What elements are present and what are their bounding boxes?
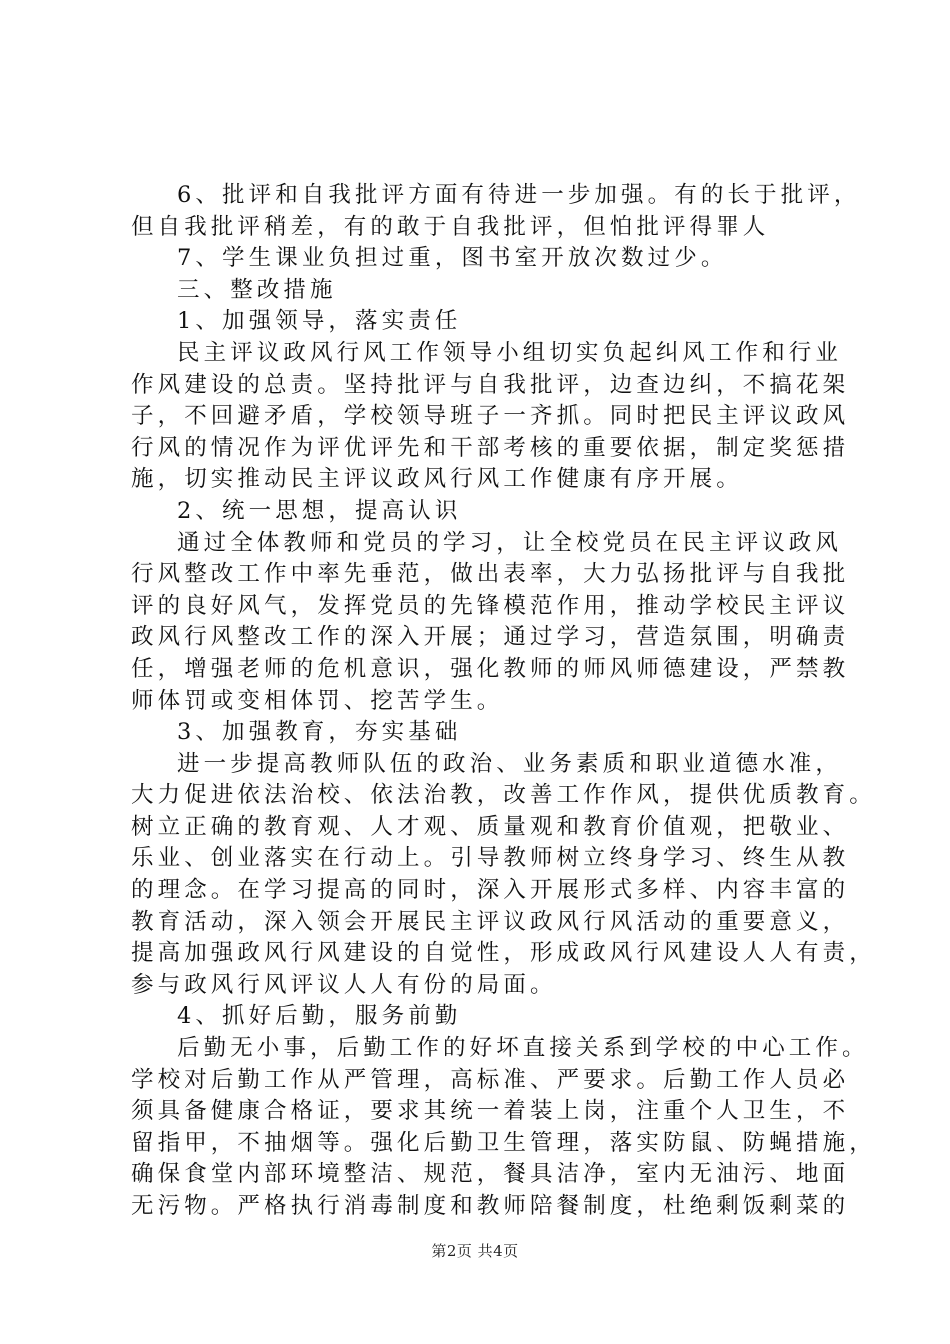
- text-line: 子，不回避矛盾，学校领导班子一齐抓。同时把民主评议政风: [131, 403, 850, 430]
- text-line: 2、统一思想，提高认识: [177, 497, 462, 524]
- text-line: 政风行风整改工作的深入开展；通过学习，营造氛围，明确责: [131, 624, 850, 651]
- text-line: 后勤无小事，后勤工作的好坏直接关系到学校的中心工作。: [177, 1035, 869, 1062]
- text-line: 通过全体教师和党员的学习，让全校党员在民主评议政风: [177, 529, 843, 556]
- text-line: 1、加强领导，落实责任: [177, 308, 462, 335]
- document-body: [131, 180, 876, 1223]
- page-footer: 第2页 共4页: [431, 1242, 519, 1260]
- text-line: 评的良好风气，发挥党员的先锋模范作用，推动学校民主评议: [131, 592, 850, 619]
- text-line: 7、学生课业负担过重，图书室开放次数过少。: [177, 245, 728, 272]
- text-line: 施，切实推动民主评议政风行风工作健康有序开展。: [131, 466, 743, 493]
- text-line: 参与政风行风评议人人有份的局面。: [131, 971, 557, 998]
- text-line: 的理念。在学习提高的同时，深入开展形式多样、内容丰富的: [131, 877, 850, 904]
- text-line: 6、批评和自我批评方面有待进一步加强。有的长于批评，: [177, 182, 861, 208]
- text-line: 师体罚或变相体罚、挖苦学生。: [131, 687, 504, 714]
- text-line: 行风的情况作为评优评先和干部考核的重要依据，制定奖惩措: [131, 434, 850, 461]
- text-line: 乐业、创业落实在行动上。引导教师树立终身学习、终生从教: [131, 845, 850, 872]
- text-line: 4、抓好后勤，服务前勤: [177, 1003, 462, 1030]
- text-line: 进一步提高教师队伍的政治、业务素质和职业道德水准，: [177, 750, 843, 777]
- text-line: 留指甲，不抽烟等。强化后勤卫生管理，落实防鼠、防蝇措施，: [131, 1129, 876, 1156]
- text-line: 行风整改工作中率先垂范，做出表率，大力弘扬批评与自我批: [131, 561, 850, 588]
- text-line: 但自我批评稍差，有的敢于自我批评，但怕批评得罪人: [131, 213, 770, 240]
- text-line: 作风建设的总责。坚持批评与自我批评，边查边纠，不搞花架: [131, 371, 850, 398]
- text-line: 提高加强政风行风建设的自觉性，形成政风行风建设人人有责，: [131, 940, 876, 967]
- text-line: 确保食堂内部环境整洁、规范，餐具洁净，室内无油污、地面: [131, 1161, 850, 1188]
- text-line: 大力促进依法治校、依法治教，改善工作作风，提供优质教育。: [131, 782, 876, 809]
- text-line: 树立正确的教育观、人才观、质量观和教育价值观，把敬业、: [131, 813, 850, 840]
- text-line: 教育活动，深入领会开展民主评议政风行风活动的重要意义，: [131, 908, 850, 935]
- text-line: 三、整改措施: [177, 276, 337, 303]
- text-line: 任，增强老师的危机意识，强化教师的师风师德建设，严禁教: [131, 655, 850, 682]
- text-line: 民主评议政风行风工作领导小组切实负起纠风工作和行业: [177, 339, 843, 366]
- text-line: 学校对后勤工作从严管理，高标准、严要求。后勤工作人员必: [131, 1066, 850, 1093]
- text-line: 须具备健康合格证，要求其统一着装上岗，注重个人卫生，不: [131, 1098, 850, 1125]
- text-line: 无污物。严格执行消毒制度和教师陪餐制度，杜绝剩饭剩菜的: [131, 1193, 850, 1219]
- text-line: 3、加强教育，夯实基础: [177, 719, 462, 746]
